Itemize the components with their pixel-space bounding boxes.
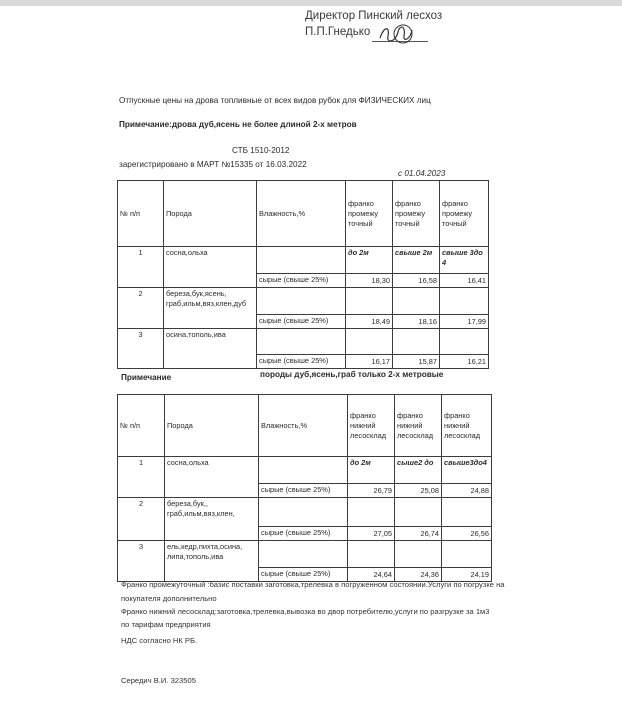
footer-line3: Франко нижний лесосклад:заготовка,трелевка,вывозка во двор потребителю,услуги по разгрузке за 1м3 <box>121 607 490 616</box>
effective-date: с 01.04.2023 <box>398 169 446 178</box>
row-num: 2 <box>118 498 165 541</box>
row-humidity: сырые (свыше 25%) <box>257 315 346 329</box>
header-col2: франко нижний лесосклад <box>395 395 442 457</box>
empty-cell <box>393 288 440 315</box>
director-name: П.П.Гнедько <box>305 26 371 38</box>
row-breed: сосна,ольха <box>164 247 257 288</box>
row-humidity-empty <box>257 288 346 315</box>
row-breed: осина,тополь,ива <box>164 329 257 369</box>
row-price1: 18,30 <box>346 274 393 288</box>
row-humidity: сырые (свыше 25%) <box>259 484 348 498</box>
footer-line1: Франко промежуточный :базис поставки заготовка,трелевка в погруженном состоянии.Услуги по погрузке на <box>121 580 505 589</box>
row-price3: 24,19 <box>442 568 492 582</box>
empty-cell <box>393 329 440 355</box>
signature-icon <box>376 22 416 46</box>
empty-cell <box>395 541 442 568</box>
row-humidity-empty <box>257 247 346 274</box>
row-length3: свыше3до4 <box>442 457 492 484</box>
row-length1: до 2м <box>348 457 395 484</box>
empty-cell <box>348 498 395 527</box>
row-humidity: сырые (свыше 25%) <box>259 527 348 541</box>
header-col3: франко промежу точный <box>440 181 489 247</box>
row-price2: 24,36 <box>395 568 442 582</box>
empty-cell <box>442 541 492 568</box>
header-breed: Порода <box>165 395 259 457</box>
row-num: 1 <box>118 457 165 498</box>
row-price2: 25,08 <box>395 484 442 498</box>
row-price3: 17,99 <box>440 315 489 329</box>
row-price3: 16,41 <box>440 274 489 288</box>
row-price2: 26,74 <box>395 527 442 541</box>
row-length2: сыше2 до <box>395 457 442 484</box>
row-price2: 18,16 <box>393 315 440 329</box>
row-breed: ель,кедр,пихта,осина, липа,тополь,ива <box>165 541 259 582</box>
row-humidity: сырые (свыше 25%) <box>257 274 346 288</box>
row-length3: свыше 3до 4 <box>440 247 489 274</box>
registration: зарегистрировано в МАРТ №15335 от 16.03.2022 <box>119 160 307 169</box>
row-price1: 16,17 <box>346 355 393 369</box>
footer-line2: покупателя дополнительно <box>121 594 217 603</box>
header-col3: франко нижний лесосклад <box>442 395 492 457</box>
row-price3: 16,21 <box>440 355 489 369</box>
row-price1: 18,49 <box>346 315 393 329</box>
empty-cell <box>440 288 489 315</box>
row-humidity-empty <box>257 329 346 355</box>
row-humidity-empty <box>259 541 348 568</box>
header-humidity: Влажность,% <box>259 395 348 457</box>
row-num: 2 <box>118 288 164 329</box>
note-length: Примечание:дрова дуб,ясень не более длиной 2-х метров <box>119 120 357 129</box>
row-price3: 24,88 <box>442 484 492 498</box>
row-length2: свыше 2м <box>393 247 440 274</box>
row-price2: 15,87 <box>393 355 440 369</box>
header-col2: франко промежу точный <box>393 181 440 247</box>
note2-text: породы дуб,ясень,граб только 2-х метровые <box>260 370 444 379</box>
row-humidity-empty <box>259 498 348 527</box>
row-num: 1 <box>118 247 164 288</box>
footer-line5: НДС согласно НК РБ. <box>121 636 198 645</box>
header-col1: франко промежу точный <box>346 181 393 247</box>
empty-cell <box>348 541 395 568</box>
top-strip <box>0 0 622 6</box>
row-breed: сосна,ольха <box>165 457 259 498</box>
document-title: Отпускные цены на дрова топливные от всех видов рубок для ФИЗИЧЕСКИХ лиц <box>119 96 431 105</box>
empty-cell <box>442 498 492 527</box>
row-price1: 24,64 <box>348 568 395 582</box>
note2-label: Примечание <box>121 373 172 382</box>
empty-cell <box>346 288 393 315</box>
row-length1: до 2м <box>346 247 393 274</box>
footer-author: Середич В.И. 323505 <box>121 676 196 685</box>
price-table-lower-warehouse <box>117 394 492 582</box>
empty-cell <box>346 329 393 355</box>
row-price1: 27,05 <box>348 527 395 541</box>
row-humidity: сырые (свыше 25%) <box>259 568 348 582</box>
price-table-intermediate <box>117 180 489 369</box>
row-breed: береза,бук,, граб,ильм,вяз,клен, <box>165 498 259 541</box>
header-breed: Порода <box>164 181 257 247</box>
row-price1: 26,79 <box>348 484 395 498</box>
footer-line4: по тарифам предприятия <box>121 620 211 629</box>
header-humidity: Влажность,% <box>257 181 346 247</box>
row-price3: 26,56 <box>442 527 492 541</box>
row-price2: 16,58 <box>393 274 440 288</box>
row-humidity-empty <box>259 457 348 484</box>
header-col1: франко нижний лесосклад <box>348 395 395 457</box>
empty-cell <box>440 329 489 355</box>
row-num: 3 <box>118 541 165 582</box>
row-breed: береза,бук,ясень, граб,ильм,вяз,клен,дуб <box>164 288 257 329</box>
standard-code: СТБ 1510-2012 <box>232 146 290 155</box>
row-humidity: сырые (свыше 25%) <box>257 355 346 369</box>
header-num: № п/п <box>118 181 164 247</box>
row-num: 3 <box>118 329 164 369</box>
director-title: Директор Пинский лесхоз <box>305 10 443 22</box>
empty-cell <box>395 498 442 527</box>
header-num: № п/п <box>118 395 165 457</box>
